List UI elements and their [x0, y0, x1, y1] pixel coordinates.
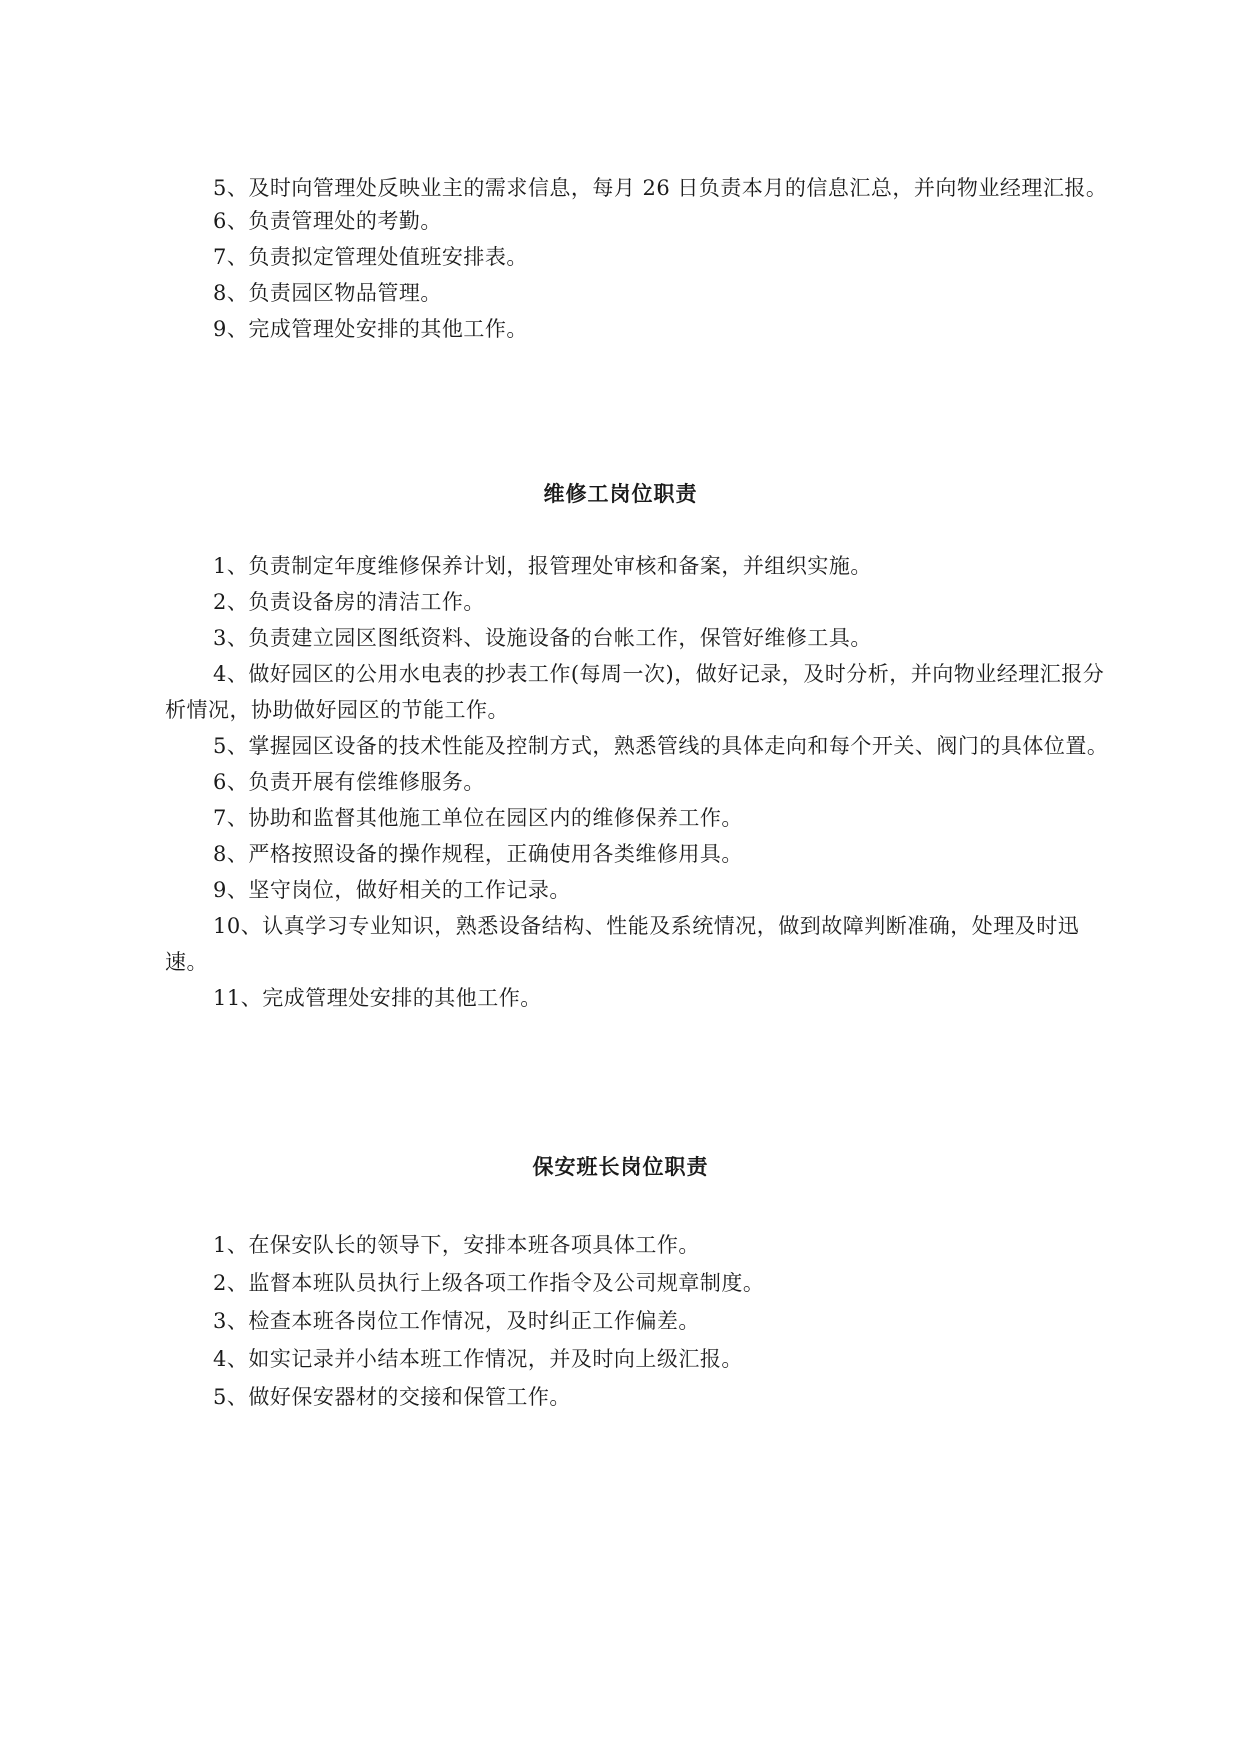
- section-security-duties: [165, 1226, 1115, 1416]
- list-item: 5、及时向管理处反映业主的需求信息，每月 26 日负责本月的信息汇总，并向物业经理汇报。: [213, 176, 1108, 200]
- list-item: 3、负责建立园区图纸资料、设施设备的台帐工作，保管好维修工具。: [213, 626, 872, 650]
- list-item: 9、坚守岗位，做好相关的工作记录。: [213, 878, 571, 902]
- section-title-repair: 维修工岗位职责: [543, 482, 698, 506]
- list-item: 4、如实记录并小结本班工作情况，并及时向上级汇报。: [213, 1347, 743, 1371]
- list-item: 10、认真学习专业知识，熟悉设备结构、性能及系统情况，做到故障判断准确，处理及时迅速。: [165, 914, 1080, 974]
- list-item: 3、检查本班各岗位工作情况，及时纠正工作偏差。: [213, 1309, 700, 1333]
- list-item: 1、负责制定年度维修保养计划，报管理处审核和备案，并组织实施。: [213, 554, 872, 578]
- section-admin-duties: [165, 166, 1115, 347]
- list-item: 9、完成管理处安排的其他工作。: [213, 317, 528, 341]
- list-item: 7、负责拟定管理处值班安排表。: [213, 245, 528, 269]
- list-item: 11、完成管理处安排的其他工作。: [213, 986, 542, 1010]
- list-item: 1、在保安队长的领导下，安排本班各项具体工作。: [213, 1233, 700, 1257]
- list-item: 2、监督本班队员执行上级各项工作指令及公司规章制度。: [213, 1271, 765, 1295]
- list-item: 8、负责园区物品管理。: [213, 281, 442, 305]
- list-item: 7、协助和监督其他施工单位在园区内的维修保养工作。: [213, 806, 743, 830]
- section-title-security: 保安班长岗位职责: [532, 1155, 709, 1179]
- list-item: 5、做好保安器材的交接和保管工作。: [213, 1385, 571, 1409]
- list-item: 2、负责设备房的清洁工作。: [213, 590, 485, 614]
- list-item: 6、负责管理处的考勤。: [213, 209, 442, 233]
- list-item: 5、掌握园区设备的技术性能及控制方式，熟悉管线的具体走向和每个开关、阀门的具体位置。: [213, 734, 1109, 758]
- list-item: 6、负责开展有偿维修服务。: [213, 770, 485, 794]
- list-item: 8、严格按照设备的操作规程，正确使用各类维修用具。: [213, 842, 743, 866]
- list-item: 4、做好园区的公用水电表的抄表工作(每周一次)，做好记录，及时分析，并向物业经理汇报分析情况，协助做好园区的节能工作。: [165, 662, 1105, 722]
- section-repair-duties: [165, 548, 1115, 1016]
